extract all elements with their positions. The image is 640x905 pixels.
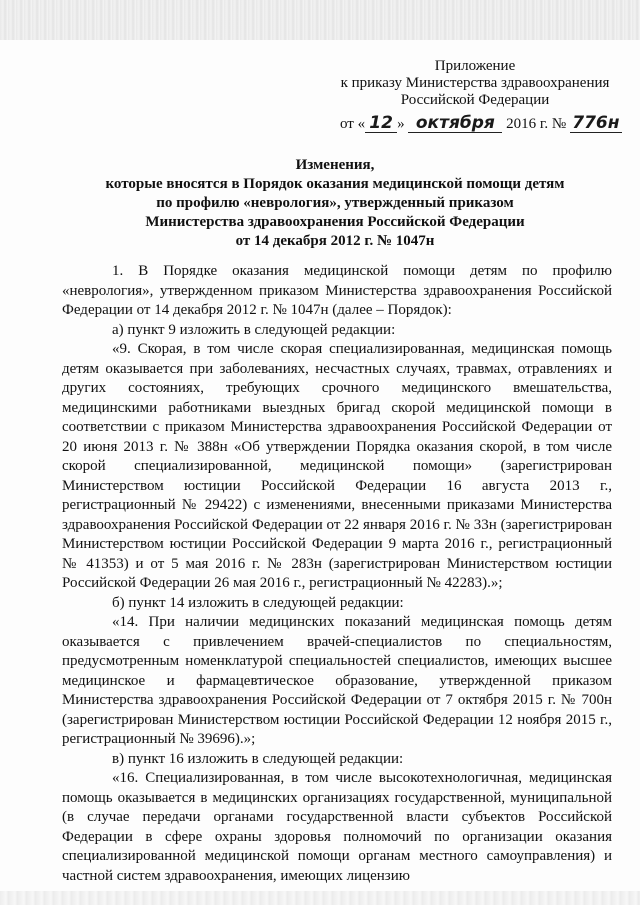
paragraph-1: 1. В Порядке оказания медицинской помощи детям по профилю «неврология», утвержденном приказом Министерства здравоохранения Российской Федерации от 14 декабря 2012 г. № 1047н (далее – Порядок): — [62, 263, 612, 318]
paragraph-item-9: «9. Скорая, в том числе скорая специализированная, медицинская помощь детям оказывается при заболеваниях, несчастных случаях, травмах, отравлениях и других состояниях, требующих срочного медицинского вмешательства, медицинскими работниками выездных бригад скорой медицинской помощи в соответствии с приказом Министерства здравоохранения Российской Федерации от 20 июня 2013 г. № 388н «Об утверждении Порядка оказания скорой, в том числе скорой специализированной, медицинской помощи» (зарегистрирован Министерством юстиции Российской Федерации 16 августа 2013 г., регистрационный № 29422) с изменениями, внесенными приказами Министерства здравоохранения Российской Федерации от 22 января 2016 г. № 33н (зарегистрирован Министерством юстиции Российской Федерации 9 марта 2016 г., регистрационный № 41353) и от 5 мая 2016 г. № 283н (зарегистрирован Министерством юстиции Российской Федерации 26 мая 2016 г., регистрационный № 42283).»; — [62, 341, 612, 591]
appendix-order-ref: к приказу Министерства здравоохранения — [340, 75, 610, 91]
scan-edge-bottom — [0, 891, 640, 905]
appendix-label: Приложение — [434, 58, 516, 74]
paragraph-item-16: «16. Специализированная, в том числе высокотехнологичная, медицинская помощь оказывается в медицинских организациях государственной, муниципальной (в случае передачи органами государственной власти субъектов Российской Федерации в сфере охраны здоровья полномочий по организации оказания специализированной медицинской помощи органам местного самоуправления) и частной систем здравоохранения, имеющих лицензию — [62, 770, 612, 884]
date-year: 2016 г. № — [506, 116, 567, 132]
document-title — [40, 156, 630, 251]
scan-edge-top — [0, 0, 640, 40]
paragraph-item-14: «14. При наличии медицинских показаний медицинская помощь детям оказывается с привлечением врачей-специалистов по специальностям, предусмотренным номенклатурой специальностей специалистов, имеющих высшее медицинское и фармацевтическое образование, утвержденной приказом Министерства здравоохранения Российской Федерации от 7 октября 2015 г. № 700н (зарегистрирован Министерством юстиции Российской Федерации 12 ноября 2015 г., регистрационный № 39696).»; — [62, 614, 612, 747]
paragraph-a: а) пункт 9 изложить в следующей редакции: — [112, 321, 396, 338]
appendix-ministry: Российской Федерации — [400, 92, 550, 108]
date-prefix: от « — [340, 116, 366, 132]
date-mid: » — [397, 116, 405, 132]
title-line-2: которые вносятся в Порядок оказания медицинской помощи детям — [105, 176, 565, 192]
paragraph-b: б) пункт 14 изложить в следующей редакции: — [112, 594, 404, 611]
title-line-4: Министерства здравоохранения Российской Федерации — [145, 214, 525, 230]
title-line-1: Изменения, — [295, 157, 375, 173]
appendix-date-line — [330, 115, 620, 133]
handwritten-order-number: 776н — [570, 115, 622, 133]
appendix-header — [330, 58, 620, 133]
handwritten-month: октября — [408, 115, 502, 133]
document-body — [62, 262, 612, 886]
paragraph-v: в) пункт 16 изложить в следующей редакции: — [112, 750, 404, 767]
handwritten-day: 12 — [365, 115, 397, 133]
title-line-3: по профилю «неврология», утвержденный приказом — [156, 195, 514, 211]
title-line-5: от 14 декабря 2012 г. № 1047н — [235, 233, 435, 249]
